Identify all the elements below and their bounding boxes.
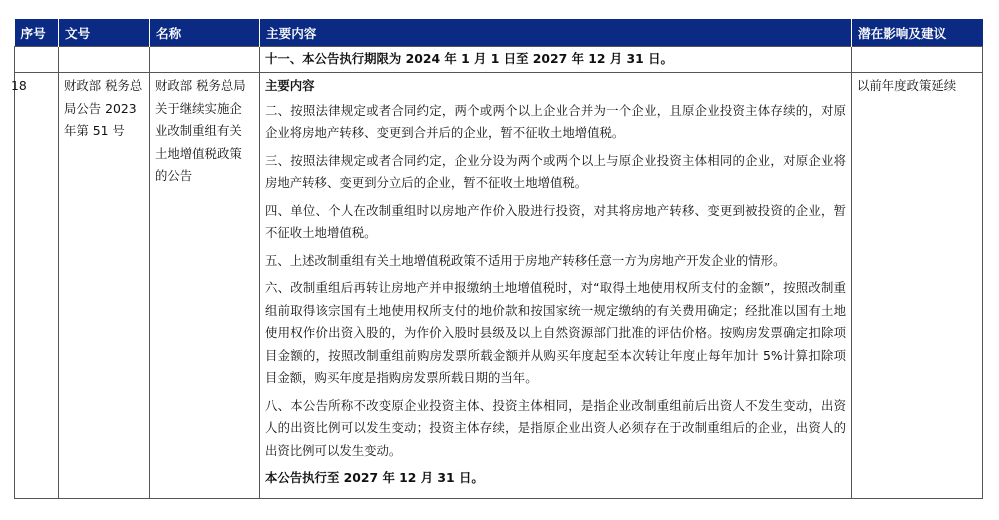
cell-doc-empty	[59, 47, 150, 73]
content-paragraph: 六、改制重组后再转让房地产并申报缴纳土地增值税时，对“取得土地使用权所支付的金额”，按照改制重组前取得该宗国有土地使用权所支付的地价款和按国家统一规定缴纳的有关费用确定；经批准以国有土地使用权作价出资入股的，为作价入股时县级及以上自然资源部门批准的评估价格。按购房发票确定扣除项目金额的，按照改制重组前购房发票所载金额并从购买年度起至本次转让年度止每年加计 5%计算扣除项目金额，购买年度是指购房发票所载日期的当年。	[265, 280, 846, 385]
cell-impact-empty	[852, 47, 983, 73]
cell-name: 财政部 税务总局关于继续实施企业改制重组有关土地增值税政策的公告	[150, 73, 260, 499]
row-index: 18	[11, 78, 27, 93]
cell-name-empty	[150, 47, 260, 73]
header-doc-number: 文号	[59, 19, 150, 47]
header-impact: 潜在影响及建议	[852, 19, 983, 47]
content-title: 主要内容	[265, 78, 315, 93]
content-closing: 本公告执行至 2027 年 12 月 31 日。	[265, 470, 484, 485]
content-paragraph: 二、按照法律规定或者合同约定，两个或两个以上企业合并为一个企业，且原企业投资主体存续的，对原企业将房地产转移、变更到合并后的企业，暂不征收土地增值税。	[265, 102, 846, 140]
table-row-continuation	[15, 47, 983, 73]
table-row	[15, 73, 983, 499]
cell-main-content	[260, 73, 852, 499]
cell-index	[11, 73, 59, 499]
cell-impact: 以前年度政策延续	[852, 73, 983, 499]
content-paragraph: 五、上述改制重组有关土地增值税政策不适用于房地产转移任意一方为房地产开发企业的情形。	[265, 252, 786, 268]
content-paragraph: 四、单位、个人在改制重组时以房地产作价入股进行投资，对其将房地产转移、变更到被投资的企业，暂不征收土地增值税。	[265, 202, 846, 240]
header-name: 名称	[150, 19, 260, 47]
policy-table	[11, 19, 983, 499]
cell-continuation-content: 十一、本公告执行期限为 2024 年 1 月 1 日至 2027 年 12 月 31 日。	[260, 47, 852, 73]
table-header	[15, 19, 983, 47]
content-paragraph: 八、本公告所称不改变原企业投资主体、投资主体相同，是指企业改制重组前后出资人不发生变动，出资人的出资比例可以发生变动；投资主体存续，是指原企业出资人必须存在于改制重组后的企业，出资人的出资比例可以发生变动。	[265, 397, 846, 458]
header-index: 序号	[15, 19, 59, 47]
cell-index-empty	[15, 47, 59, 73]
content-paragraph: 三、按照法律规定或者合同约定，企业分设为两个或两个以上与原企业投资主体相同的企业，对原企业将房地产转移、变更到分立后的企业，暂不征收土地增值税。	[265, 152, 846, 190]
cell-doc-number: 财政部 税务总局公告 2023 年第 51 号	[59, 73, 150, 499]
header-main-content: 主要内容	[260, 19, 852, 47]
